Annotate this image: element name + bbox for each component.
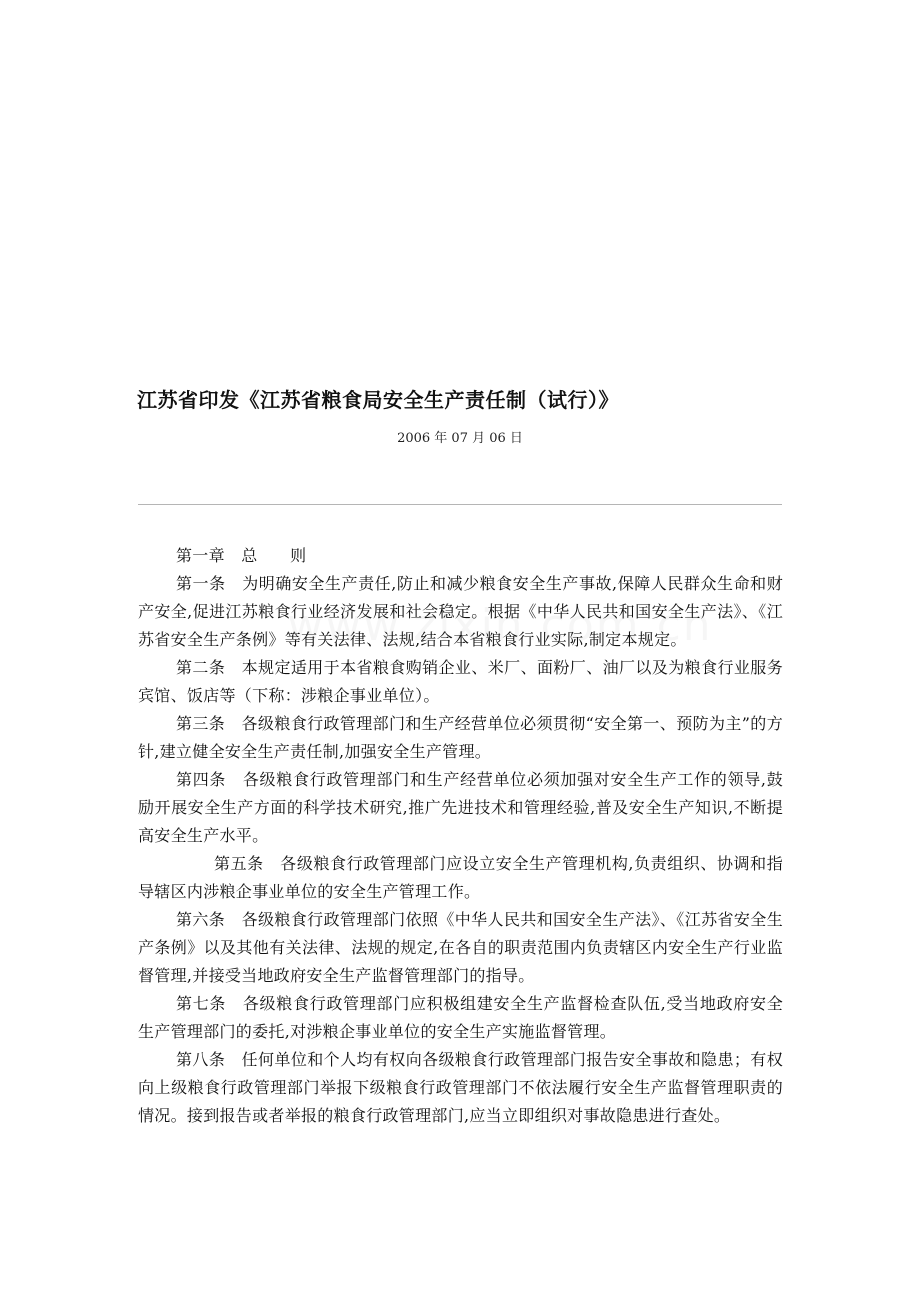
publish-date: 2006 年 07 月 06 日 — [397, 431, 523, 446]
article-5: 第五条 各级粮食行政管理部门应设立安全生产管理机构,负责组织、协调和指导辖区内涉粮企事业单位的安全生产管理工作。 — [138, 854, 783, 901]
article-3: 第三条 各级粮食行政管理部门和生产经营单位必须贯彻“安全第一、预防为主”的方针,建立健全安全生产责任制,加强安全生产管理。 — [138, 714, 783, 761]
horizontal-divider — [138, 504, 782, 505]
document-body — [138, 542, 783, 1130]
article-6: 第六条 各级粮食行政管理部门依照《中华人民共和国安全生产法》、《江苏省安全生产条例》以及其他有关法律、法规的规定,在各自的职责范围内负责辖区内安全生产行业监督管理,并接受当地政府安全生产监督管理部门的指导。 — [138, 910, 783, 985]
article-1: 第一条 为明确安全生产责任,防止和减少粮食安全生产事故,保障人民群众生命和财产安全,促进江苏粮食行业经济发展和社会稳定。根据《中华人民共和国安全生产法》、《江苏省安全生产条例》等有关法律、法规,结合本省粮食行业实际,制定本规定。 — [138, 574, 783, 649]
article-7: 第七条 各级粮食行政管理部门应积极组建安全生产监督检查队伍,受当地政府安全生产管理部门的委托,对涉粮企事业单位的安全生产实施监督管理。 — [138, 994, 783, 1041]
article-4: 第四条 各级粮食行政管理部门和生产经营单位必须加强对安全生产工作的领导,鼓励开展安全生产方面的科学技术研究,推广先进技术和管理经验,普及安全生产知识,不断提高安全生产水平。 — [138, 770, 783, 845]
article-8: 第八条 任何单位和个人均有权向各级粮食行政管理部门报告安全事故和隐患；有权向上级粮食行政管理部门举报下级粮食行政管理部门不依法履行安全生产监督管理职责的情况。接到报告或者举报的粮食行政管理部门,应当立即组织对事故隐患进行查处。 — [138, 1050, 783, 1125]
chapter-heading: 第一章 总 则 — [176, 546, 307, 565]
article-2: 第二条 本规定适用于本省粮食购销企业、米厂、面粉厂、油厂以及为粮食行业服务宾馆、饭店等（下称：涉粮企事业单位）。 — [138, 658, 783, 705]
document-title: 江苏省印发《江苏省粮食局安全生产责任制（试行）》 — [137, 388, 619, 412]
